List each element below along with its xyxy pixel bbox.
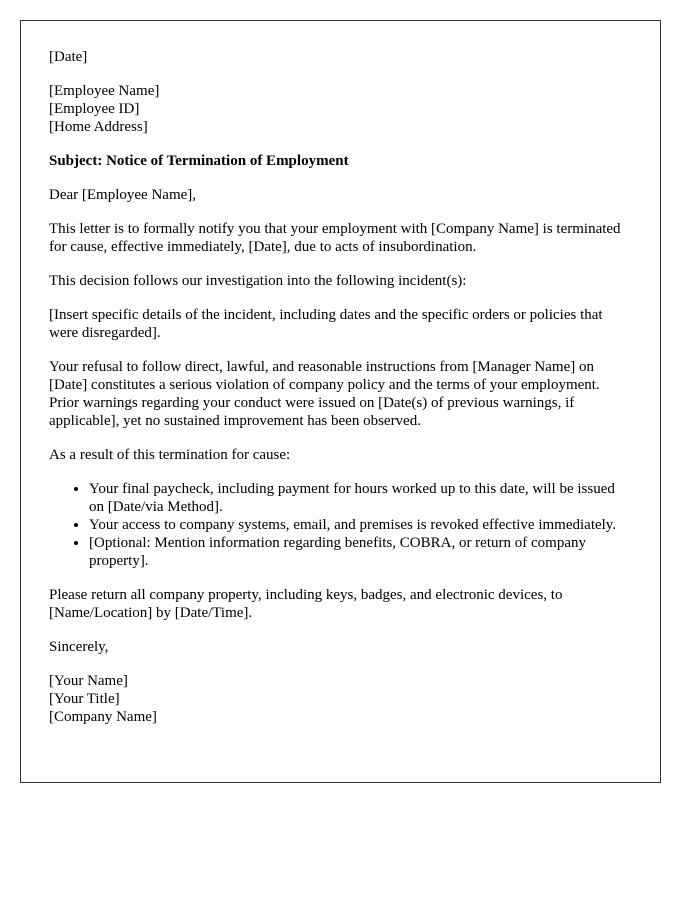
signer-title: [Your Title]: [49, 691, 120, 707]
paragraph-notice: This letter is to formally notify you that your employment with [Company Name] is terminated for cause, effective immediately, [Date], due to acts of insubordination.: [49, 221, 621, 255]
list-item: • Your access to company systems, email, and premises is revoked effective immediately.: [89, 516, 632, 534]
subject-line: Subject: Notice of Termination of Employment: [49, 153, 349, 169]
recipient-block: [49, 82, 632, 136]
closing: Sincerely,: [49, 639, 109, 655]
recipient-id: [Employee ID]: [49, 101, 140, 117]
paragraph-return-property: Please return all company property, including keys, badges, and electronic devices, to [Name/Location] by [Date/Time].: [49, 587, 563, 621]
signer-name: [Your Name]: [49, 673, 128, 689]
letter-date: [Date]: [49, 49, 88, 65]
salutation: Dear [Employee Name],: [49, 187, 197, 203]
letter: [20, 20, 661, 783]
paragraph-investigation: This decision follows our investigation into the following incident(s):: [49, 273, 467, 289]
signer-company: [Company Name]: [49, 709, 157, 725]
consequences-list: [49, 480, 632, 570]
list-item: • [Optional: Mention information regarding benefits, COBRA, or return of company property].: [89, 534, 632, 570]
recipient-name: [Employee Name]: [49, 83, 160, 99]
signature-block: [49, 672, 632, 726]
paragraph-result: As a result of this termination for cause:: [49, 447, 291, 463]
paragraph-incident-details: [Insert specific details of the incident, including dates and the specific orders or policies that were disregarded].: [49, 307, 603, 341]
list-item: • Your final paycheck, including payment for hours worked up to this date, will be issued on [Date/via Method].: [89, 480, 632, 516]
paragraph-violation: Your refusal to follow direct, lawful, and reasonable instructions from [Manager Name] on [Date] constitutes a serious violation of company policy and the terms of your employment. Prior warnings regarding your conduct were issued on [Date(s) of previous warnings, if applicable], yet no sustained improvement has been observed.: [49, 359, 600, 429]
recipient-address: [Home Address]: [49, 119, 148, 135]
